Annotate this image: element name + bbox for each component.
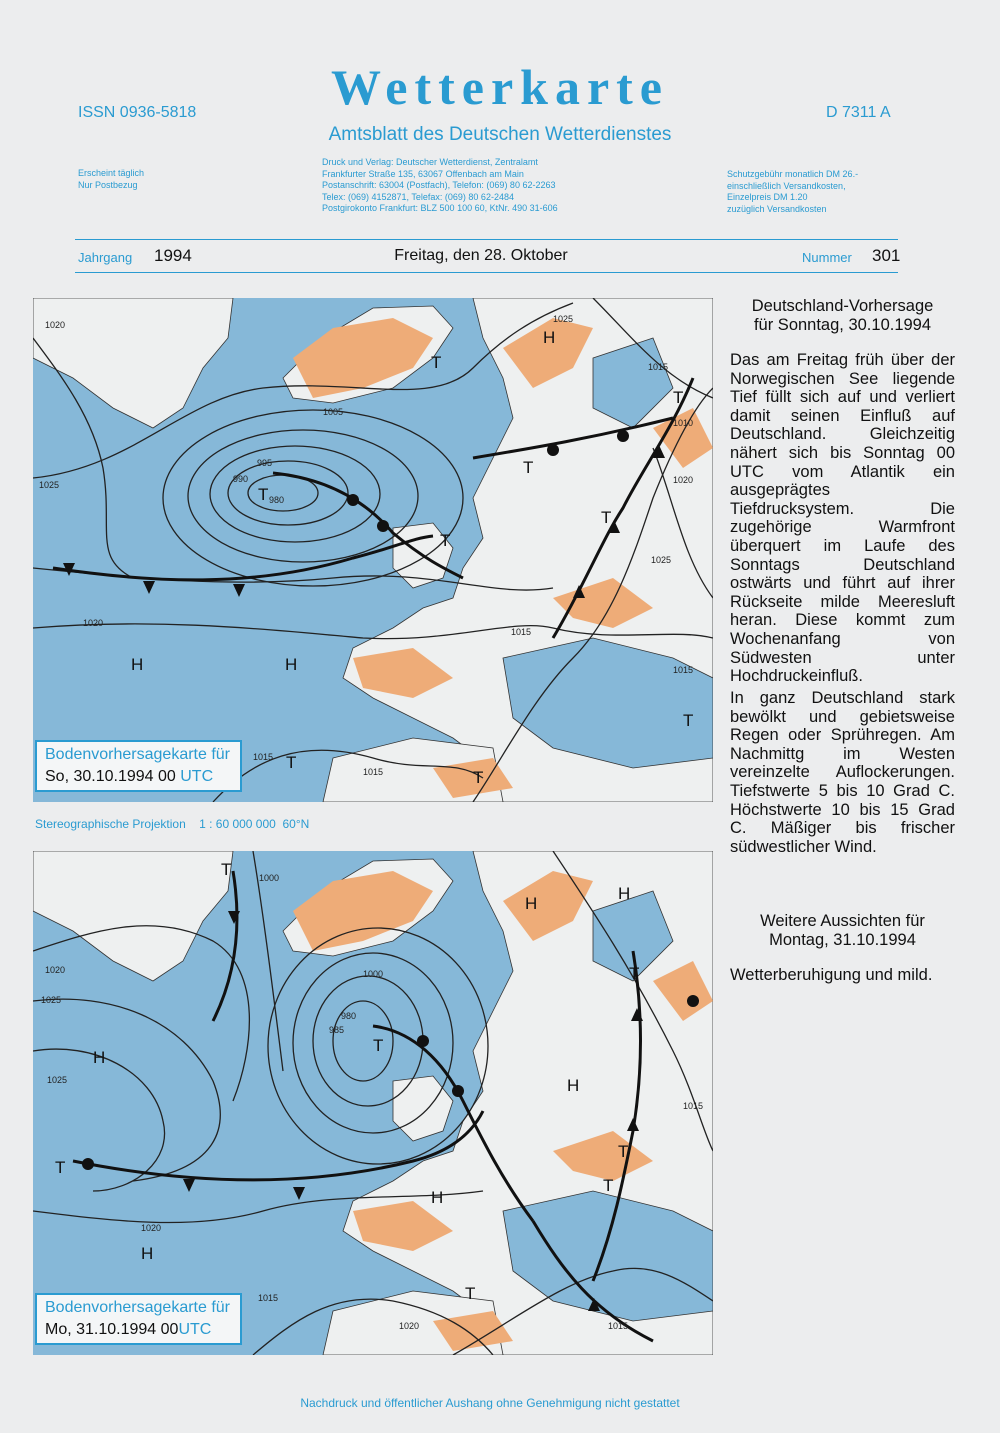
legend-utc: UTC — [180, 768, 214, 785]
isobar-label: 1015 — [511, 627, 532, 637]
legend-title: Bodenvorhersagekarte für — [45, 746, 230, 763]
pressure-center: H — [525, 894, 538, 913]
outlook-text: Wetterberuhigung und mild. — [730, 966, 933, 984]
publisher-line: Frankfurter Straße 135, 63067 Offenbach am Main — [322, 168, 524, 179]
legend-date-line — [45, 1319, 232, 1341]
isobar-label: 1015 — [258, 1293, 279, 1303]
legend-date: Mo, 31.10.1994 00 — [45, 1321, 179, 1338]
pressure-center: T — [440, 531, 451, 550]
issue-date: Freitag, den 28. Oktober — [394, 247, 568, 264]
legend-date: So, 30.10.1994 00 — [45, 768, 176, 785]
pressure-center: H — [618, 884, 631, 903]
isobar-label: 1025 — [39, 480, 60, 490]
isobar-label: 1015 — [608, 1321, 629, 1331]
isobar-label: 1020 — [45, 320, 66, 330]
pressure-center: T — [258, 485, 269, 504]
outlook-heading — [730, 912, 955, 949]
pressure-center: H — [93, 1048, 106, 1067]
front-semicircle — [377, 520, 389, 532]
isobar-label: 1010 — [673, 418, 694, 428]
masthead-subtitle: Amtsblatt des Deutschen Wetterdienstes — [328, 124, 672, 145]
forecast-heading-line: Deutschland-Vorhersage — [751, 297, 934, 315]
isobar-label: 990 — [233, 474, 249, 484]
isobar-label: 1015 — [673, 665, 694, 675]
pressure-center: T — [523, 458, 534, 477]
distribution-info — [78, 168, 144, 191]
pressure-center: T — [373, 1036, 384, 1055]
pressure-center: H — [543, 328, 556, 347]
isobar-label: 1015 — [648, 362, 669, 372]
isobar-label: 995 — [257, 458, 273, 468]
issue-bar-bottom-rule — [75, 272, 898, 273]
isobar-label: 1025 — [651, 555, 672, 565]
fee-line: Schutzgebühr monatlich DM 26.- — [727, 169, 859, 179]
pressure-center: T — [221, 860, 232, 879]
pressure-center: H — [567, 1076, 580, 1095]
year-value: 1994 — [154, 246, 192, 265]
pressure-center: H — [141, 1244, 154, 1263]
masthead-title: Wetterkarte — [331, 59, 669, 115]
forecast-synopsis: Das am Freitag früh über der Norwegischen See liegende Tief füllt sich auf und verliert damit seinen Einfluß auf Deutschland. Gleichzeitig nähert sich bis Sonntag 00 UTC vom Atlantik ein ausgeprägtes Tiefdrucksystem. Die zugehörige Warmfront überquert im Laufe des Sonntags Deutschland ostwärts und führt auf ihrer Rückseite milde Meeresluft heran. Diese kommt zum Wochenanfang von Südwesten unter Hochdruckeinfluß. — [730, 351, 955, 686]
isobar-label: 1015 — [253, 752, 274, 762]
isobar-label: 1020 — [45, 965, 66, 975]
pressure-center: T — [601, 508, 612, 527]
front-semicircle — [547, 444, 559, 456]
isobar-label: 1020 — [399, 1321, 420, 1331]
isobar-label: 985 — [329, 1025, 345, 1035]
isobar-label: 1020 — [673, 475, 694, 485]
number-value: 301 — [872, 246, 901, 265]
pressure-center: T — [473, 768, 484, 787]
reprint-notice: Nachdruck und öffentlicher Aushang ohne Genehmigung nicht gestattet — [300, 1396, 680, 1410]
outlook-heading-line: Montag, 31.10.1994 — [769, 930, 916, 949]
number-label: Nummer — [802, 250, 852, 265]
forecast-details: In ganz Deutschland stark bewölkt und gebietsweise Regen oder Sprühregen. Am Nachmittg im Westen vereinzelte Auflockerungen. Tiefstwerte 5 bis 10 Grad C. Höchstwerte 10 bis 15 Grad C. Mäßiger bis frischer südwestlicher Wind. — [730, 689, 955, 856]
publisher-line: Telex: (069) 4152871, Telefax: (069) 80 62-2484 — [322, 191, 514, 202]
publisher-line: Postanschrift: 63004 (Postfach), Telefon: (069) 80 62-2263 — [322, 180, 556, 190]
issue-bar-top-rule — [75, 239, 898, 240]
isobar-label: 1025 — [47, 1075, 68, 1085]
publication-code: D 7311 A — [826, 104, 891, 121]
projection-note: Stereographische Projektion 1 : 60 000 000 60°N — [35, 817, 310, 831]
weather-map-monday — [33, 851, 713, 1355]
isobar-label: 980 — [341, 1011, 357, 1021]
pressure-center: T — [683, 711, 694, 730]
map-legend-monday — [35, 1293, 242, 1345]
fee-line: zuzüglich Versandkosten — [727, 203, 827, 214]
forecast-heading-line: für Sonntag, 30.10.1994 — [753, 315, 932, 334]
isobar-label: 1015 — [683, 1101, 704, 1111]
pressure-center: T — [629, 964, 640, 983]
isobar-label: 1025 — [41, 995, 62, 1005]
isobar-label: 1000 — [259, 873, 280, 883]
legend-title: Bodenvorhersagekarte für — [45, 1299, 230, 1316]
pressure-center: H — [131, 655, 144, 674]
isobar-label: 1015 — [363, 767, 384, 777]
pressure-center: T — [286, 753, 297, 772]
pressure-center: H — [285, 655, 298, 674]
isobar-label: 980 — [269, 495, 285, 505]
issn-number: ISSN 0936-5818 — [78, 104, 197, 121]
forecast-heading — [730, 297, 955, 334]
isobar-label: 1020 — [83, 618, 104, 628]
isobar-label: 1020 — [141, 1223, 162, 1233]
front-semicircle — [82, 1158, 94, 1170]
front-semicircle — [687, 995, 699, 1007]
publisher-info — [322, 157, 558, 215]
legend-date-line — [45, 766, 232, 788]
outlook-heading-line: Weitere Aussichten für — [760, 912, 925, 930]
pressure-center: T — [55, 1158, 66, 1177]
fee-info — [727, 169, 858, 215]
pressure-center: T — [431, 353, 442, 372]
pressure-center: T — [618, 1142, 629, 1161]
pressure-center: T — [673, 388, 684, 407]
legend-utc: UTC — [178, 1321, 212, 1338]
weather-map-svg — [33, 851, 713, 1355]
front-semicircle — [347, 494, 359, 506]
front-semicircle — [417, 1035, 429, 1047]
pressure-center: T — [465, 1284, 476, 1303]
pressure-center: T — [603, 1176, 614, 1195]
isobar-label: 1025 — [553, 314, 574, 324]
isobar-label: 1000 — [363, 969, 384, 979]
weather-map-sunday — [33, 298, 713, 802]
weather-map-svg — [33, 298, 713, 802]
front-semicircle — [617, 430, 629, 442]
distribution-line: Nur Postbezug — [78, 179, 138, 190]
publisher-line: Postgirokonto Frankfurt: BLZ 500 100 60, KtNr. 490 31-606 — [322, 203, 558, 213]
map-legend-sunday — [35, 740, 242, 792]
fee-line: Einzelpreis DM 1.20 — [727, 192, 808, 202]
front-semicircle — [452, 1085, 464, 1097]
publisher-line: Druck und Verlag: Deutscher Wetterdienst, Zentralamt — [322, 157, 538, 167]
pressure-center: H — [431, 1188, 444, 1207]
distribution-line: Erscheint täglich — [78, 168, 145, 178]
fee-line: einschließlich Versandkosten, — [727, 180, 846, 191]
isobar-label: 1005 — [323, 407, 344, 417]
year-label: Jahrgang — [78, 250, 133, 265]
